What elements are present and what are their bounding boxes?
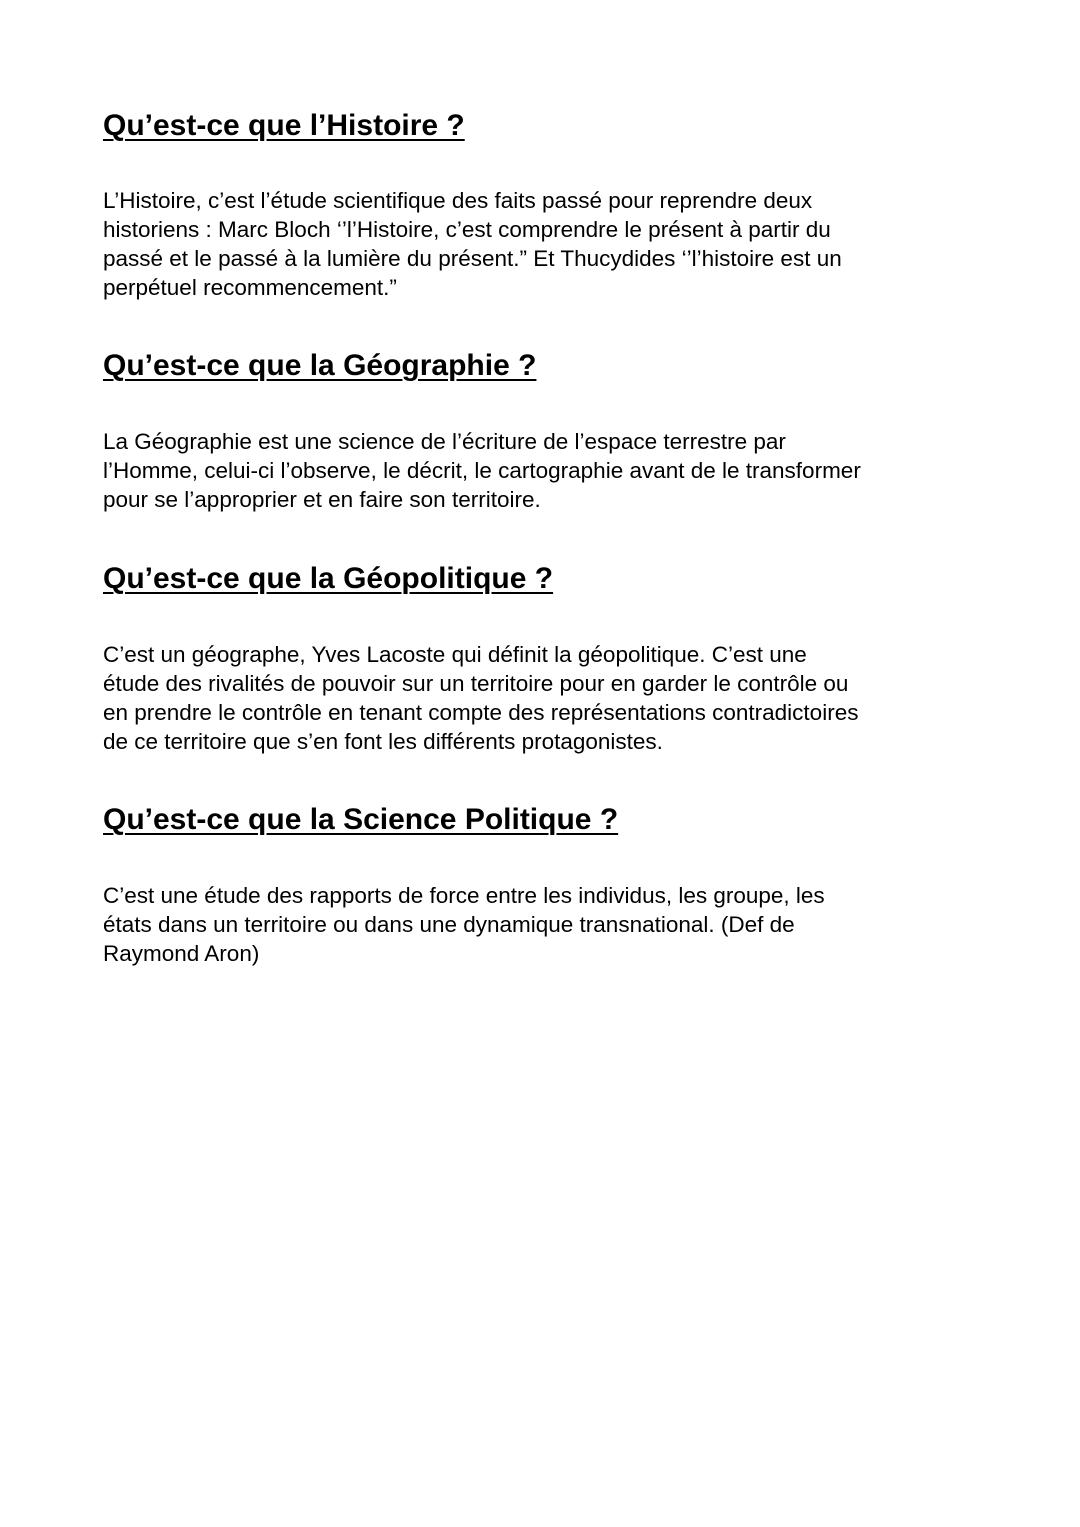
text-line: C’est un géographe, Yves Lacoste qui définit la géopolitique. C’est une xyxy=(103,642,807,667)
text-line: de ce territoire que s’en font les différents protagonistes. xyxy=(103,729,663,754)
text-line: états dans un territoire ou dans une dynamique transnational. (Def de xyxy=(103,912,795,937)
heading-histoire: Qu’est-ce que l’Histoire ? xyxy=(103,109,465,142)
text-line: passé et le passé à la lumière du présent.” Et Thucydides ‘’l’histoire est un xyxy=(103,246,842,271)
paragraph-histoire xyxy=(103,186,983,302)
heading-geographie: Qu’est-ce que la Géographie ? xyxy=(103,349,537,382)
text-line: L’Histoire, c’est l’étude scientifique des faits passé pour reprendre deux xyxy=(103,188,813,213)
text-line: C’est une étude des rapports de force entre les individus, les groupe, les xyxy=(103,883,825,908)
heading-science-politique: Qu’est-ce que la Science Politique ? xyxy=(103,803,619,836)
text-line: l’Homme, celui-ci l’observe, le décrit, le cartographie avant de le transformer xyxy=(103,458,861,483)
text-line: Raymond Aron) xyxy=(103,941,260,966)
text-line: pour se l’approprier et en faire son territoire. xyxy=(103,487,541,512)
paragraph-geopolitique xyxy=(103,640,983,756)
text-line: historiens : Marc Bloch ‘’l’Histoire, c’est comprendre le présent à partir du xyxy=(103,217,831,242)
text-line: perpétuel recommencement.” xyxy=(103,275,397,300)
paragraph-geographie xyxy=(103,427,983,514)
paragraph-science-politique xyxy=(103,881,983,968)
heading-geopolitique: Qu’est-ce que la Géopolitique ? xyxy=(103,562,554,595)
text-line: étude des rivalités de pouvoir sur un territoire pour en garder le contrôle ou xyxy=(103,671,849,696)
text-line: La Géographie est une science de l’écriture de l’espace terrestre par xyxy=(103,429,786,454)
text-line: en prendre le contrôle en tenant compte des représentations contradictoires xyxy=(103,700,859,725)
